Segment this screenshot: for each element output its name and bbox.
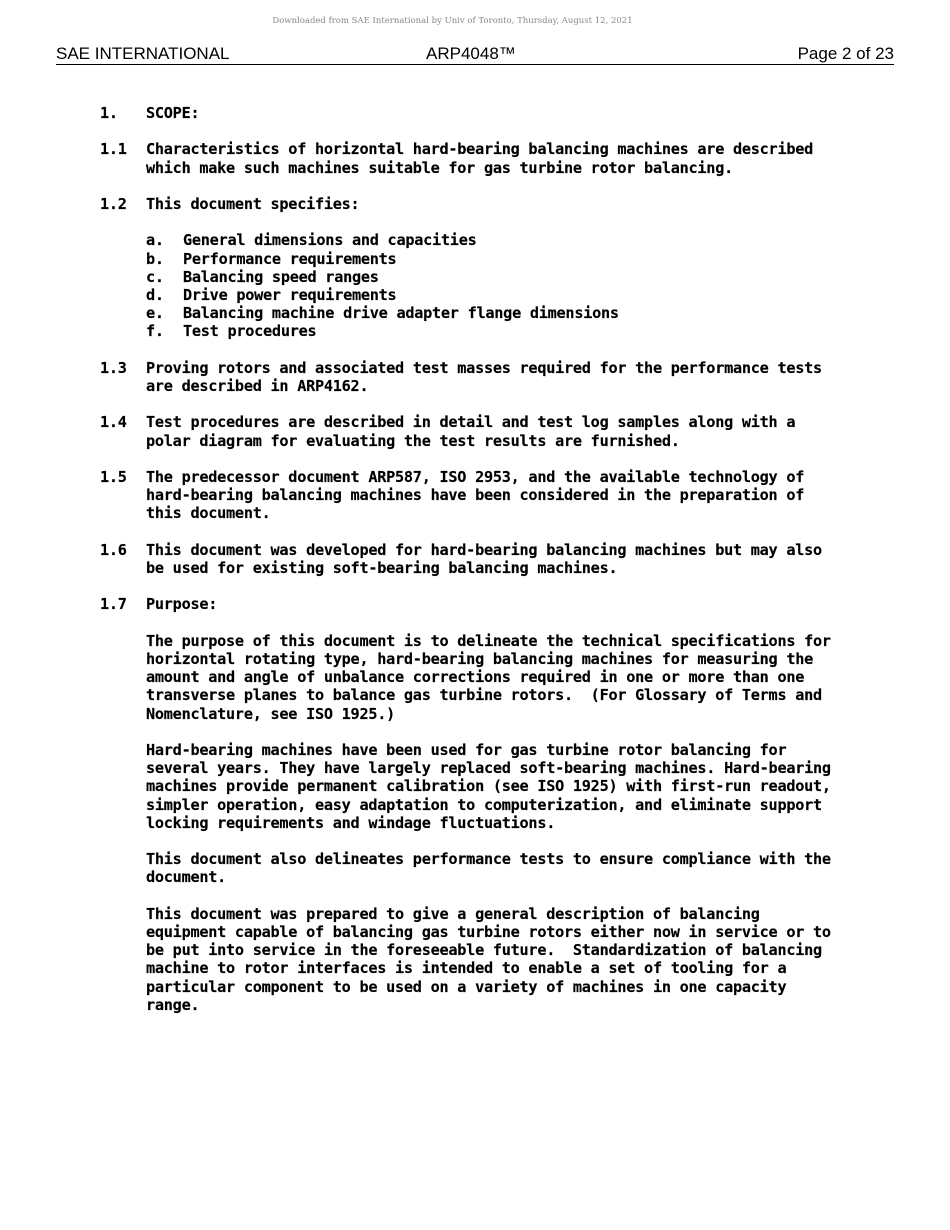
list-letter: e. <box>146 304 164 323</box>
list-letter: a. <box>146 231 164 250</box>
list-text: Test procedures <box>183 322 317 341</box>
list-letter: f. <box>146 322 164 341</box>
clause-1-6 <box>100 541 890 577</box>
clause-text: The predecessor document ARP587, ISO 2953, and the available technology of hard-bearing balancing machines have been considered in the preparation of this document. <box>146 467 805 523</box>
list-item <box>146 322 890 340</box>
header-document-id: ARP4048™ <box>426 44 516 63</box>
page-header <box>56 44 894 65</box>
header-publisher: SAE INTERNATIONAL <box>56 44 230 63</box>
clause-text: Purpose: <box>146 595 218 614</box>
clause-1-5 <box>100 468 890 523</box>
document-body <box>100 104 890 1032</box>
list-item <box>146 231 890 249</box>
specifies-list <box>146 231 890 340</box>
list-item <box>146 304 890 322</box>
purpose-paragraph: This document was prepared to give a general description of balancing equipment capable of balancing gas turbine rotors either now in service or to be put into service in the foreseeable future. Standardization of balancing machine to rotor interfaces is intended to enable a set of tooling for a particular component to be used on a variety of machines in one capacity range. <box>146 904 831 1014</box>
clause-number: 1.1 <box>100 140 127 159</box>
list-text: Performance requirements <box>183 249 397 268</box>
list-letter: b. <box>146 249 164 268</box>
list-text: Drive power requirements <box>183 285 397 304</box>
section-number: 1. <box>100 104 118 122</box>
clause-text: This document was developed for hard-bearing balancing machines but may also be used for existing soft-bearing balancing machines. <box>146 540 822 577</box>
section-title: SCOPE: <box>146 104 200 122</box>
clause-text: This document specifies: <box>146 194 360 213</box>
list-text: General dimensions and capacities <box>183 231 477 250</box>
list-letter: c. <box>146 267 164 286</box>
list-item <box>146 268 890 286</box>
clause-number: 1.7 <box>100 595 127 614</box>
clause-text: Proving rotors and associated test masses required for the performance tests are described in ARP4162. <box>146 358 822 395</box>
list-text: Balancing machine drive adapter flange dimensions <box>183 304 619 323</box>
purpose-paragraph: Hard-bearing machines have been used for gas turbine rotor balancing for several years. They have largely replaced soft-bearing machines. Hard-bearing machines provide permanent calibration (see ISO 1925) with first-run readout, simpler operation, easy adaptation to computerization, and eliminate support locking requirements and windage fluctuations. <box>146 740 831 832</box>
clause-1-7 <box>100 595 890 613</box>
purpose-paragraph: The purpose of this document is to delineate the technical specifications for horizontal rotating type, hard-bearing balancing machines for measuring the amount and angle of unbalance corrections required in one or more than one transverse planes to balance gas turbine rotors. (For Glossary of Terms and Nomenclature, see ISO 1925.) <box>146 631 831 723</box>
clause-number: 1.4 <box>100 413 127 432</box>
section-heading <box>100 104 890 122</box>
list-item <box>146 286 890 304</box>
clause-text: Test procedures are described in detail and test log samples along with a polar diagram for evaluating the test results are furnished. <box>146 413 796 450</box>
list-item <box>146 250 890 268</box>
purpose-paragraph: This document also delineates performance tests to ensure compliance with the document. <box>146 850 831 887</box>
clause-1-3 <box>100 359 890 395</box>
download-watermark: Downloaded from SAE International by Univ of Toronto, Thursday, August 12, 2021 <box>272 16 633 26</box>
clause-number: 1.2 <box>100 194 127 213</box>
clause-1-4 <box>100 413 890 449</box>
clause-number: 1.5 <box>100 467 127 486</box>
clause-1-2 <box>100 195 890 213</box>
clause-text: Characteristics of horizontal hard-bearing balancing machines are described which make such machines suitable for gas turbine rotor balancing. <box>146 140 814 177</box>
clause-number: 1.6 <box>100 540 127 559</box>
header-page-number: Page 2 of 23 <box>797 44 894 63</box>
clause-1-1 <box>100 140 890 176</box>
list-text: Balancing speed ranges <box>183 267 379 286</box>
clause-number: 1.3 <box>100 358 127 377</box>
list-letter: d. <box>146 285 164 304</box>
